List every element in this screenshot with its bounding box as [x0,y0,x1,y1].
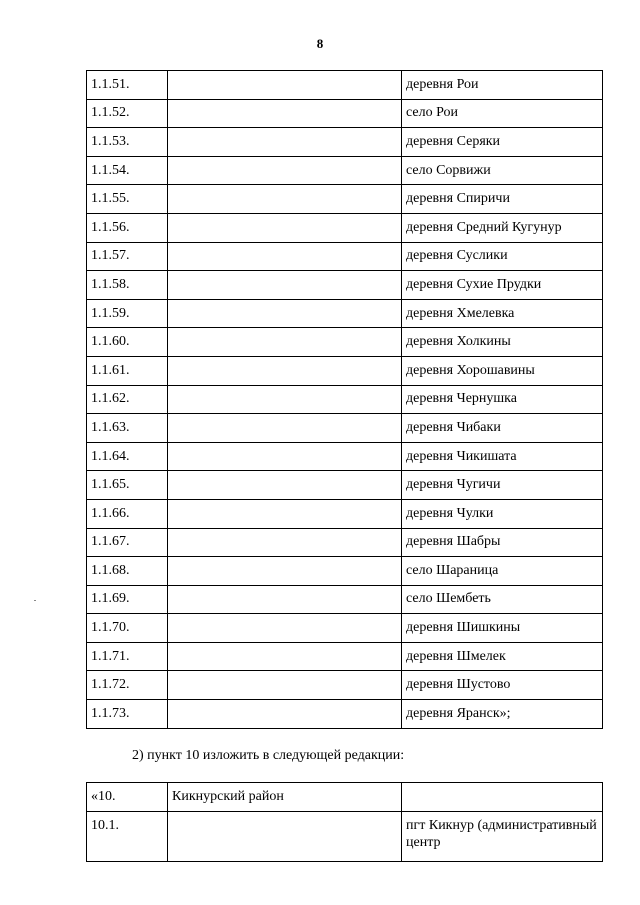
table-row [87,99,603,128]
table-row [87,299,603,328]
district-name-cell: Кикнурский район [168,783,402,812]
table-row [87,156,603,185]
district-name-cell [168,242,402,271]
settlement-cell: деревня Хорошавины [402,356,603,385]
table-row [87,185,603,214]
table-row [87,671,603,700]
settlement-cell: деревня Шмелек [402,642,603,671]
settlement-cell: деревня Средний Кугунур [402,213,603,242]
row-number-cell: 1.1.60. [87,328,168,357]
row-number-cell: 1.1.62. [87,385,168,414]
table-row [87,356,603,385]
row-number-cell: 1.1.71. [87,642,168,671]
district-name-cell [168,414,402,443]
row-number-cell: 1.1.70. [87,614,168,643]
settlement-cell: деревня Чикишата [402,442,603,471]
district-name-cell [168,812,402,862]
district-name-cell [168,99,402,128]
district-name-cell [168,328,402,357]
settlement-cell: село Шараница [402,557,603,586]
table-row [87,700,603,729]
table-row [87,812,603,862]
settlement-cell: деревня Шабры [402,528,603,557]
settlement-cell: деревня Чернушка [402,385,603,414]
settlement-cell: село Рои [402,99,603,128]
row-number-cell: «10. [87,783,168,812]
row-number-cell: 1.1.58. [87,271,168,300]
settlement-cell: деревня Суслики [402,242,603,271]
table-row [87,528,603,557]
row-number-cell: 1.1.56. [87,213,168,242]
district-name-cell [168,499,402,528]
row-number-cell: 1.1.54. [87,156,168,185]
district-name-cell [168,128,402,157]
settlements-table-body [87,71,603,729]
row-number-cell: 10.1. [87,812,168,862]
row-number-cell: 1.1.72. [87,671,168,700]
row-number-cell: 1.1.51. [87,71,168,100]
row-number-cell: 1.1.69. [87,585,168,614]
settlement-cell: деревня Сухие Прудки [402,271,603,300]
row-number-cell: 1.1.55. [87,185,168,214]
district-name-cell [168,642,402,671]
district-name-cell [168,185,402,214]
table-row [87,471,603,500]
district-name-cell [168,271,402,300]
row-number-cell: 1.1.64. [87,442,168,471]
settlement-cell: деревня Яранск»; [402,700,603,729]
district-name-cell [168,356,402,385]
settlement-cell: деревня Чулки [402,499,603,528]
row-number-cell: 1.1.73. [87,700,168,729]
district-name-cell [168,442,402,471]
district-name-cell [168,671,402,700]
row-number-cell: 1.1.57. [87,242,168,271]
table-row [87,271,603,300]
settlement-cell: деревня Спиричи [402,185,603,214]
table-row [87,414,603,443]
table-row [87,128,603,157]
district-name-cell [168,299,402,328]
settlement-cell [402,783,603,812]
district-table-body [87,783,603,862]
row-number-cell: 1.1.68. [87,557,168,586]
district-name-cell [168,528,402,557]
table-row [87,442,603,471]
district-name-cell [168,156,402,185]
district-name-cell [168,213,402,242]
table-row [87,71,603,100]
settlement-cell: деревня Хмелевка [402,299,603,328]
settlement-cell: деревня Рои [402,71,603,100]
settlement-cell: деревня Серяки [402,128,603,157]
table-row [87,642,603,671]
row-number-cell: 1.1.63. [87,414,168,443]
row-number-cell: 1.1.59. [87,299,168,328]
settlement-cell: пгт Кикнур (административный центр [402,812,603,862]
settlement-cell: деревня Чибаки [402,414,603,443]
settlement-cell: село Шембеть [402,585,603,614]
table-row [87,783,603,812]
table-row [87,242,603,271]
table-row [87,585,603,614]
row-number-cell: 1.1.61. [87,356,168,385]
settlement-cell: деревня Шишкины [402,614,603,643]
table-row [87,328,603,357]
row-number-cell: 1.1.65. [87,471,168,500]
district-table [86,782,603,862]
amendment-instruction: 2) пункт 10 изложить в следующей редакции: [132,748,405,763]
table-row [87,614,603,643]
scan-artifact [34,600,36,601]
row-number-cell: 1.1.66. [87,499,168,528]
settlement-cell: село Сорвижи [402,156,603,185]
settlement-cell: деревня Холкины [402,328,603,357]
district-name-cell [168,557,402,586]
row-number-cell: 1.1.52. [87,99,168,128]
table-row [87,557,603,586]
settlements-table [86,70,603,729]
page-number: 8 [316,36,324,51]
table-row [87,213,603,242]
table-row [87,499,603,528]
table-row [87,385,603,414]
settlement-cell: деревня Шустово [402,671,603,700]
district-name-cell [168,71,402,100]
row-number-cell: 1.1.53. [87,128,168,157]
district-name-cell [168,614,402,643]
row-number-cell: 1.1.67. [87,528,168,557]
district-name-cell [168,385,402,414]
settlement-cell: деревня Чугичи [402,471,603,500]
district-name-cell [168,585,402,614]
district-name-cell [168,700,402,729]
district-name-cell [168,471,402,500]
